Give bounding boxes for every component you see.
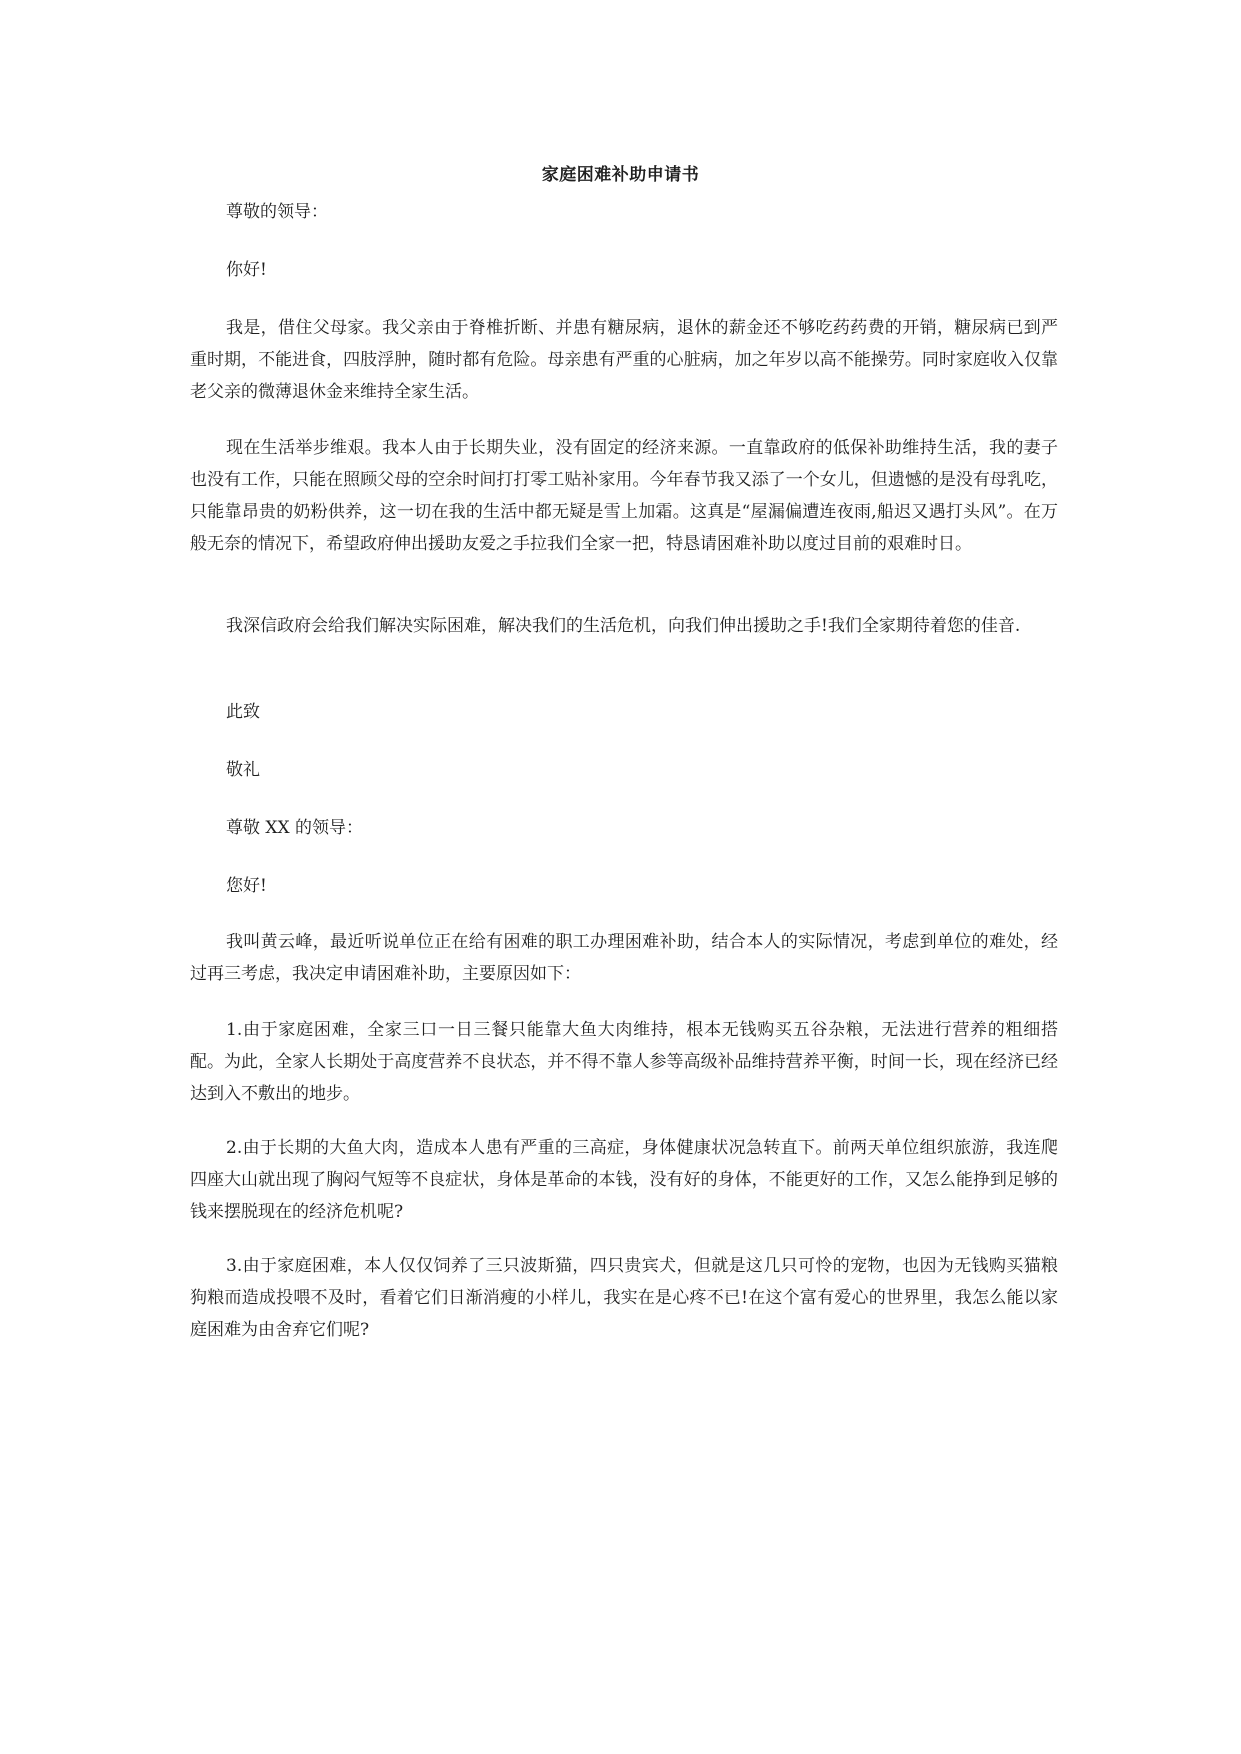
closing-line-1: 此致 bbox=[226, 702, 260, 722]
reason-item-3: 3.由于家庭困难，本人仅仅饲养了三只波斯猫，四只贵宾犬，但就是这几只可怜的宠物，也因为无钱购买猫粮狗粮而造成投喂不及时，看着它们日渐消瘦的小样儿，我实在是心疼不已!在这个富有爱心的世界里，我怎么能以家庭困难为由舍弃它们呢? bbox=[190, 1256, 1058, 1340]
closing-line-2: 敬礼 bbox=[226, 760, 260, 780]
greeting-2: 您好! bbox=[226, 876, 267, 896]
page-title: 家庭困难补助申请书 bbox=[541, 165, 700, 185]
body-paragraph-1: 我是，借住父母家。我父亲由于脊椎折断、并患有糖尿病，退休的薪金还不够吃药药费的开销，糖尿病已到严重时期，不能进食，四肢浮肿，随时都有危险。母亲患有严重的心脏病，加之年岁以高不能操劳。同时家庭收入仅靠老父亲的微薄退休金来维持全家生活。 bbox=[190, 318, 1058, 402]
body-paragraph-2: 现在生活举步维艰。我本人由于长期失业，没有固定的经济来源。一直靠政府的低保补助维持生活，我的妻子也没有工作，只能在照顾父母的空余时间打打零工贴补家用。今年春节我又添了一个女儿，但遗憾的是没有母乳吃，只能靠昂贵的奶粉供养，这一切在我的生活中都无疑是雪上加霜。这真是“屋漏偏遭连夜雨,船迟又遇打头风”。在万般无奈的情况下，希望政府伸出援助友爱之手拉我们全家一把，特恳请困难补助以度过目前的艰难时日。 bbox=[190, 438, 1058, 554]
reason-item-1: 1.由于家庭困难，全家三口一日三餐只能靠大鱼大肉维持，根本无钱购买五谷杂粮，无法进行营养的粗细搭配。为此，全家人长期处于高度营养不良状态，并不得不靠人参等高级补品维持营养平衡，时间一长，现在经济已经达到入不敷出的地步。 bbox=[190, 1020, 1058, 1104]
greeting-1: 你好! bbox=[226, 260, 267, 280]
reason-item-2: 2.由于长期的大鱼大肉，造成本人患有严重的三高症，身体健康状况急转直下。前两天单位组织旅游，我连爬四座大山就出现了胸闷气短等不良症状，身体是革命的本钱，没有好的身体，不能更好的工作，又怎么能挣到足够的钱来摆脱现在的经济危机呢? bbox=[190, 1138, 1058, 1222]
salutation-1: 尊敬的领导： bbox=[226, 202, 328, 222]
body-paragraph-4: 我叫黄云峰，最近听说单位正在给有困难的职工办理困难补助，结合本人的实际情况，考虑到单位的难处，经过再三考虑，我决定申请困难补助，主要原因如下： bbox=[190, 932, 1058, 984]
body-paragraph-3: 我深信政府会给我们解决实际困难，解决我们的生活危机，向我们伸出援助之手!我们全家期待着您的佳音. bbox=[226, 616, 1021, 636]
salutation-2: 尊敬 XX 的领导： bbox=[226, 818, 364, 838]
